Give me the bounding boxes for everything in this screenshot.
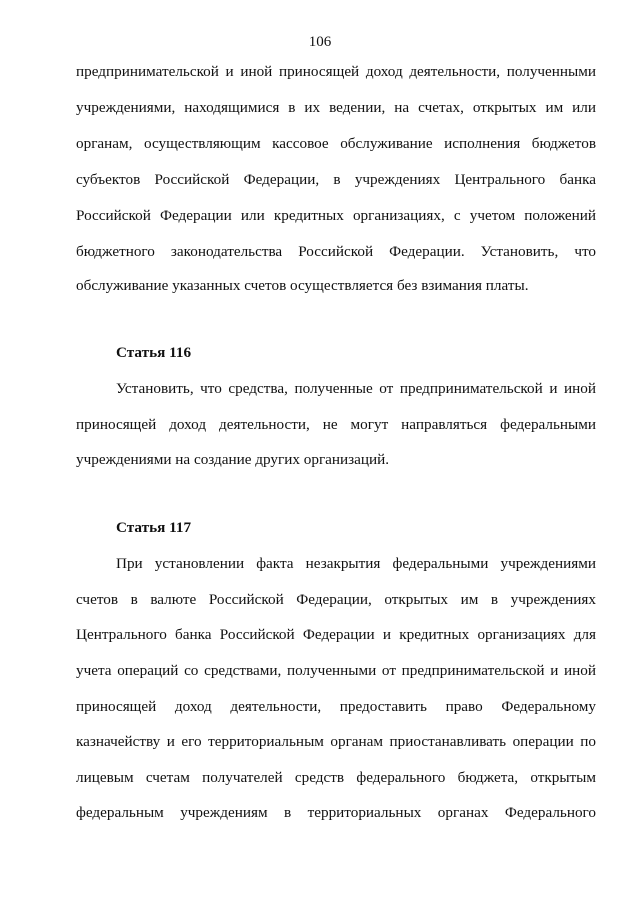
text-line: приносящей доход деятельности, предоставить право Федеральному — [76, 698, 596, 715]
text-line: федеральным учреждениям в территориальных органах Федерального — [76, 804, 596, 821]
text-line: Центрального банка Российской Федерации и кредитных организациях для — [76, 626, 596, 643]
text-line: субъектов Российской Федерации, в учреждениях Центрального банка — [76, 171, 596, 188]
text-line: казначейству и его территориальным органам приостанавливать операции по — [76, 733, 596, 750]
text-line: Установить, что средства, полученные от предпринимательской и иной — [116, 380, 596, 397]
page-number: 106 — [308, 34, 332, 50]
text-line: предпринимательской и иной приносящей доход деятельности, полученными — [76, 63, 596, 80]
text-line: бюджетного законодательства Российской Федерации. Установить, что — [76, 243, 596, 260]
text-line: лицевым счетам получателей средств федерального бюджета, открытым — [76, 769, 596, 786]
text-line: учреждениями на создание других организаций. — [76, 451, 390, 468]
text-line: При установлении факта незакрытия федеральными учреждениями — [116, 555, 596, 572]
article-heading: Статья 116 — [116, 344, 192, 361]
text-line: обслуживание указанных счетов осуществляется без взимания платы. — [76, 277, 529, 294]
text-line: приносящей доход деятельности, не могут направляться федеральными — [76, 416, 596, 433]
article-heading: Статья 117 — [116, 519, 192, 536]
text-line: учета операций со средствами, полученными от предпринимательской и иной — [76, 662, 596, 679]
text-line: учреждениями, находящимися в их ведении, на счетах, открытых им или — [76, 99, 596, 116]
text-line: органам, осуществляющим кассовое обслуживание исполнения бюджетов — [76, 135, 596, 152]
text-line: Российской Федерации или кредитных организациях, с учетом положений — [76, 207, 596, 224]
text-line: счетов в валюте Российской Федерации, открытых им в учреждениях — [76, 591, 596, 608]
